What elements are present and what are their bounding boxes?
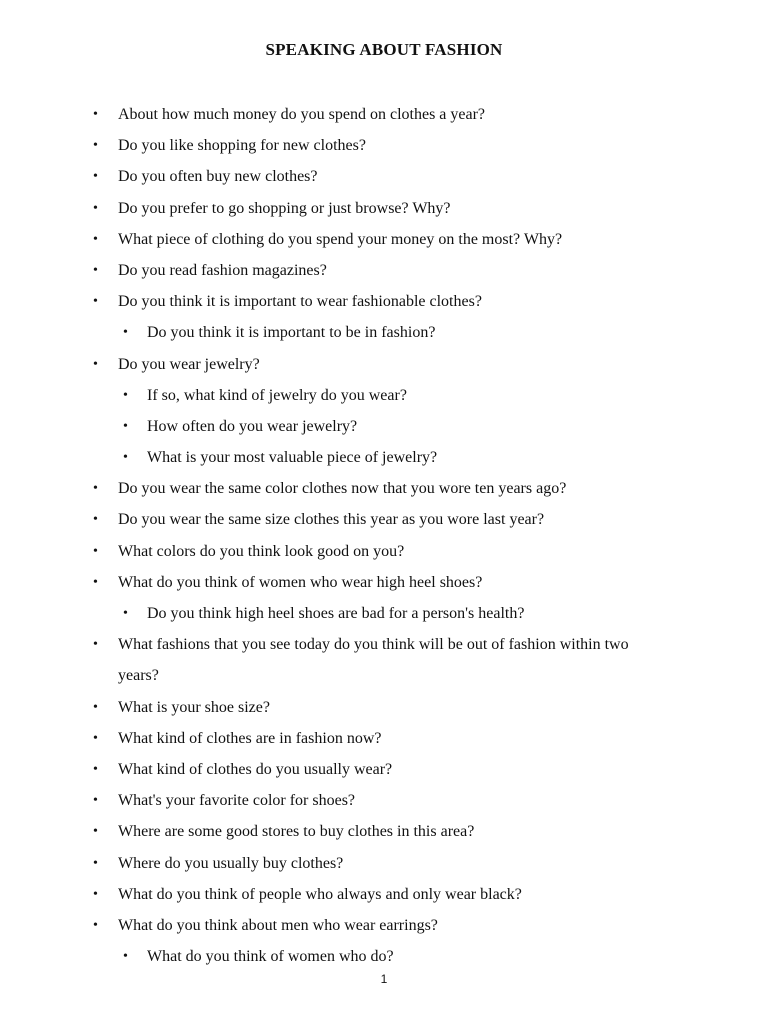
bullet-icon: • [93, 231, 98, 247]
question-item [0, 349, 768, 380]
question-text: Do you think high heel shoes are bad for a person's health? [147, 605, 525, 622]
bullet-icon: • [93, 481, 98, 497]
page-title: SPEAKING ABOUT FASHION [265, 40, 503, 59]
bullet-icon: • [93, 107, 98, 122]
question-item [0, 224, 768, 255]
question-text: Do you like shopping for new clothes? [118, 137, 366, 155]
question-item [0, 130, 768, 161]
question-item [0, 785, 768, 816]
question-text: Do you think it is important to be in fashion? [147, 324, 436, 342]
question-text: Do you wear the same color clothes now that you wore ten years ago? [118, 480, 567, 498]
question-text: What do you think of women who do? [147, 948, 394, 966]
bullet-icon: • [93, 262, 98, 278]
question-text: What do you think of people who always and only wear black? [118, 885, 522, 903]
question-item [0, 816, 768, 847]
sub-question-item [0, 380, 768, 411]
bullet-icon: • [123, 606, 128, 621]
bullet-icon: • [93, 730, 98, 746]
question-item [0, 286, 768, 317]
bullet-icon: • [93, 699, 98, 715]
question-text: Do you read fashion magazines? [118, 261, 327, 279]
bullet-icon: • [93, 200, 98, 216]
question-text: Where are some good stores to buy clothes in this area? [118, 823, 475, 841]
question-item [0, 567, 768, 598]
question-text: If so, what kind of jewelry do you wear? [147, 386, 407, 404]
bullet-icon: • [93, 356, 98, 372]
bullet-icon: • [123, 418, 128, 434]
bullet-icon: • [93, 793, 98, 809]
question-text: What kind of clothes are in fashion now? [118, 729, 382, 747]
bullet-icon: • [93, 917, 98, 933]
question-text: What is your shoe size? [118, 698, 270, 716]
question-text: About how much money do you spend on clothes a year? [118, 106, 486, 123]
sub-question-item [0, 598, 768, 629]
question-item [0, 255, 768, 286]
question-item [0, 629, 768, 691]
question-list [0, 99, 768, 972]
question-text: What's your favorite color for shoes? [118, 792, 356, 810]
question-item [0, 193, 768, 224]
question-item [0, 754, 768, 785]
question-item [0, 99, 768, 130]
sub-question-item [0, 317, 768, 348]
question-text: Do you think it is important to wear fashionable clothes? [118, 293, 482, 311]
bullet-icon: • [123, 949, 128, 965]
question-item [0, 723, 768, 754]
sub-question-item [0, 411, 768, 442]
bullet-icon: • [93, 761, 98, 777]
bullet-icon: • [93, 824, 98, 840]
question-text: Where do you usually buy clothes? [118, 854, 344, 872]
question-text: Do you wear jewelry? [118, 355, 260, 373]
bullet-icon: • [123, 325, 128, 341]
question-text: What do you think about men who wear earrings? [118, 916, 438, 934]
question-item [0, 504, 768, 535]
question-text: What do you think of women who wear high heel shoes? [118, 573, 483, 591]
question-text: Do you prefer to go shopping or just browse? Why? [118, 199, 451, 217]
question-text: What is your most valuable piece of jewelry? [147, 449, 438, 467]
bullet-icon: • [93, 637, 98, 653]
page-number: 1 [380, 972, 388, 986]
bullet-icon: • [93, 294, 98, 310]
question-item [0, 536, 768, 567]
question-item [0, 473, 768, 504]
question-item [0, 848, 768, 879]
question-item [0, 692, 768, 723]
question-text: What fashions that you see today do you think will be out of fashion within two years? [118, 636, 629, 685]
question-text: What colors do you think look good on you? [118, 542, 405, 560]
question-text: Do you often buy new clothes? [118, 168, 318, 186]
question-text: What kind of clothes do you usually wear? [118, 760, 393, 778]
bullet-icon: • [93, 138, 98, 154]
bullet-icon: • [93, 169, 98, 185]
bullet-icon: • [93, 886, 98, 902]
bullet-icon: • [93, 574, 98, 590]
question-item [0, 161, 768, 192]
question-item [0, 910, 768, 941]
bullet-icon: • [93, 543, 98, 559]
sub-question-item [0, 442, 768, 473]
question-text: What piece of clothing do you spend your money on the most? Why? [118, 230, 563, 248]
question-item [0, 879, 768, 910]
sub-question-item [0, 941, 768, 972]
bullet-icon: • [123, 387, 128, 403]
bullet-icon: • [93, 512, 98, 528]
bullet-icon: • [123, 450, 128, 466]
question-text: Do you wear the same size clothes this year as you wore last year? [118, 511, 545, 529]
bullet-icon: • [93, 855, 98, 871]
question-text: How often do you wear jewelry? [147, 417, 358, 435]
